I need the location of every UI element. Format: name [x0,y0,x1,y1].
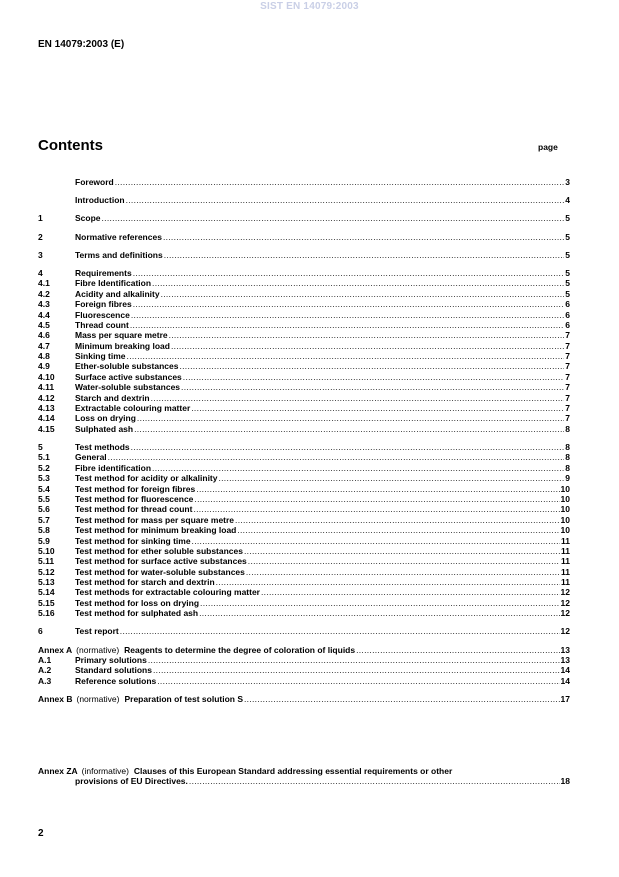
toc-entry-number: 4.3 [38,299,50,310]
toc-entry[interactable] [38,289,570,299]
toc-entry-page: 8 [565,462,570,473]
toc-entry-title: Test methods for extractable colouring matter [75,587,260,598]
toc-entry-annex-za[interactable] [38,766,570,787]
toc-entry-number: 4.9 [38,361,50,372]
page-column-label: page [538,142,558,152]
toc-leader [193,504,559,514]
toc-entry-number: 5.9 [38,535,50,546]
toc-entry-number: Annex B [38,693,73,704]
toc-entry-page: 9 [565,473,570,484]
toc-entry[interactable] [38,577,570,587]
toc-entry-number: A.1 [38,655,52,665]
toc-entry-number: 4.1 [38,278,50,289]
toc-entry-page: 8 [565,452,570,463]
toc-leader [153,665,560,675]
toc-entry-title: Preparation of test solution S [124,693,244,704]
toc-entry-number: 5.7 [38,514,50,525]
toc-entry-number: Annex A [38,644,73,655]
toc-leader [164,250,565,260]
toc-entry-page: 17 [560,693,570,704]
toc-leader [244,694,560,704]
toc-entry-title: Test method for sulphated ash [75,608,199,619]
toc-entry-title: Test report [75,626,119,637]
toc-entry-number: 1 [38,213,43,224]
toc-leader [127,351,565,361]
toc-entry-title: Sinking time [75,351,126,362]
toc-entry-page: 10 [560,504,570,515]
toc-entry-page: 7 [565,413,570,424]
toc-entry-page: 7 [565,340,570,351]
toc-entry[interactable] [38,382,570,392]
toc-leader [246,567,560,577]
toc-leader [102,213,565,223]
toc-entry-title: Requirements [75,267,132,278]
toc-annex-za-label: Annex ZA [38,766,78,776]
toc-entry-number: 5.3 [38,473,50,484]
toc-entry[interactable] [38,515,570,525]
toc-entry-title: Minimum breaking load [75,340,170,351]
toc-entry-number: 4.2 [38,288,50,299]
toc-entry-page: 12 [560,608,570,619]
toc-entry-page: 10 [560,493,570,504]
toc-leader [133,268,565,278]
toc-entry-page: 11 [561,545,570,556]
toc-entry[interactable] [38,556,570,566]
toc-entry[interactable] [38,626,570,636]
toc-entry[interactable] [38,694,570,704]
toc-entry-page: 10 [560,525,570,536]
toc-leader [161,289,565,299]
toc-entry-page: 11 [561,577,570,588]
toc-entry-title: Loss on drying [75,413,136,424]
toc-entry-page: 10 [560,514,570,525]
toc-leader [200,598,559,608]
contents-heading: Contents [38,137,103,154]
toc-entry-page: 13 [560,644,570,655]
toc-entry-number: 4.7 [38,340,50,351]
toc-entry[interactable] [38,473,570,483]
toc-entry-title: Test method for water-soluble substances [75,566,245,577]
toc-leader [134,424,564,434]
toc-entry-title: Standard solutions [75,665,152,676]
toc-entry-page: 8 [565,423,570,434]
toc-entry-page: 8 [565,441,570,452]
toc-entry-title: Introduction [75,195,125,206]
toc-entry-number: 4.4 [38,309,50,320]
toc-entry[interactable] [38,676,570,686]
toc-entry-title: Fibre Identification [75,278,152,289]
toc-entry-title: Mass per square metre [75,330,168,341]
toc-entry[interactable] [38,250,570,260]
toc-entry[interactable] [38,587,570,597]
toc-entry-title: Test methods [75,441,130,452]
toc-entry-title: Normative references [75,231,162,242]
toc-entry-page: 7 [565,403,570,414]
toc-leader [133,299,565,309]
toc-entry-page: 11 [561,535,570,546]
toc-entry-title: Test method for surface active substances [75,556,247,567]
toc-leader [179,361,564,371]
toc-entry[interactable] [38,361,570,371]
toc-entry-number: 5 [38,441,43,452]
toc-entry-number: 5.12 [38,566,55,577]
toc-entry-title: Reference solutions [75,675,157,686]
toc-entry-page: 7 [565,361,570,372]
toc-entry-title: Fluorescence [75,309,130,320]
toc-entry-page: 7 [565,382,570,393]
toc-entry-qualifier: (normative) [76,693,120,704]
toc-entry[interactable] [38,177,570,187]
toc-leader [218,473,564,483]
toc-annex-za-qualifier: (informative) [81,766,129,776]
toc-annex-za-title-line2: provisions of EU Directives. [75,776,188,787]
toc-entry-title: Foreign fibres [75,299,132,310]
toc-entry-number: 2 [38,231,43,242]
toc-entry[interactable] [38,351,570,361]
toc-entry-page: 12 [560,587,570,598]
toc-leader [189,776,560,786]
toc-entry-title: Starch and dextrin [75,392,150,403]
toc-entry-number: 5.11 [38,556,55,567]
toc-leader [131,442,565,452]
toc-entry[interactable] [38,320,570,330]
toc-entry[interactable] [38,442,570,452]
toc-entry-number: 6 [38,626,43,637]
toc-entry-title: Test method for acidity or alkalinity [75,473,218,484]
toc-leader [244,546,560,556]
toc-entry[interactable] [38,525,570,535]
toc-entry-page: 11 [561,566,570,577]
toc-entry-number: 4.14 [38,413,55,424]
toc-entry[interactable] [38,665,570,675]
toc-entry-title: Test method for ether soluble substances [75,545,243,556]
toc-entry[interactable] [38,413,570,423]
toc-entry-page: 7 [565,330,570,341]
toc-entry-page: 7 [565,392,570,403]
toc-leader [196,484,559,494]
toc-entry[interactable] [38,655,570,665]
toc-entry[interactable] [38,341,570,351]
toc-entry-title: Ether-soluble substances [75,361,179,372]
toc-entry-number: 5.1 [38,452,50,463]
toc-entry-page: 10 [560,483,570,494]
toc-entry-title: Water-soluble substances [75,382,181,393]
toc-entry-title: General [75,452,107,463]
toc-leader [169,330,565,340]
toc-leader [181,382,564,392]
toc-entry-title: Test method for fluorescence [75,493,194,504]
toc-entry[interactable] [38,195,570,205]
toc-entry-page: 7 [565,371,570,382]
toc-leader [192,536,560,546]
toc-annex-za-title-line1: Clauses of this European Standard addressing essential requirements or other [133,766,453,776]
table-of-contents [38,177,570,704]
toc-entry-title: Surface active substances [75,371,182,382]
toc-entry[interactable] [38,645,570,655]
toc-entry[interactable] [38,299,570,309]
toc-entry-title: Test method for sinking time [75,535,191,546]
toc-entry-page: 4 [565,195,570,206]
toc-entry-page: 6 [565,319,570,330]
toc-annex-za-page: 18 [560,776,570,787]
toc-leader [183,372,564,382]
toc-entry-number: 5.6 [38,504,50,515]
toc-entry[interactable] [38,424,570,434]
toc-entry-number: 5.8 [38,525,50,536]
toc-leader [356,645,559,655]
toc-entry-title: Foreword [75,177,114,187]
toc-entry-page: 5 [565,249,570,260]
toc-entry-page: 12 [560,597,570,608]
toc-entry-page: 5 [565,213,570,224]
toc-entry[interactable] [38,463,570,473]
toc-entry-page: 7 [565,351,570,362]
toc-entry-number: 3 [38,249,43,260]
toc-entry-page: 14 [560,675,570,686]
page-number: 2 [38,828,44,839]
toc-leader [163,232,564,242]
toc-entry-number: 5.16 [38,608,55,619]
toc-leader [194,494,559,504]
toc-entry-number: 4.10 [38,371,55,382]
toc-entry-page: 14 [560,665,570,676]
toc-leader [191,403,564,413]
toc-entry-number: 5.4 [38,483,50,494]
toc-entry-title: Thread count [75,319,129,330]
toc-leader [199,608,559,618]
toc-leader [130,320,564,330]
toc-entry-number: 5.2 [38,462,50,473]
toc-entry[interactable] [38,213,570,223]
toc-entry-title: Test method for loss on drying [75,597,200,608]
toc-entry-page: 5 [565,278,570,289]
toc-entry-page: 5 [565,267,570,278]
toc-entry[interactable] [38,598,570,608]
toc-entry-number: 4.5 [38,319,50,330]
toc-entry-number: 4.15 [38,423,55,434]
toc-entry-qualifier: (normative) [76,644,120,655]
toc-entry-number: 5.14 [38,587,55,598]
toc-leader [171,341,564,351]
toc-entry-page: 12 [560,626,570,637]
toc-leader [235,515,560,525]
toc-entry-title: Test method for thread count [75,504,193,515]
toc-entry-title: Test method for minimum breaking load [75,525,237,536]
toc-entry-title: Test method for foreign fibres [75,483,196,494]
toc-entry[interactable] [38,567,570,577]
toc-entry-title: Scope [75,213,101,224]
toc-entry-number: 5.13 [38,577,55,588]
toc-entry-title: Sulphated ash [75,423,134,434]
toc-entry[interactable] [38,268,570,278]
toc-entry[interactable] [38,232,570,242]
toc-leader [108,452,565,462]
toc-entry[interactable] [38,372,570,382]
watermark: SIST EN 14079:2003 [260,1,359,12]
toc-leader [152,278,564,288]
toc-leader [148,655,560,665]
toc-entry[interactable] [38,278,570,288]
toc-entry-number: A.2 [38,665,52,676]
toc-entry-number: 5.10 [38,545,55,556]
toc-leader [157,676,559,686]
toc-entry[interactable] [38,330,570,340]
toc-entry-page: 5 [565,231,570,242]
toc-entry-number: 4.12 [38,392,55,403]
toc-leader [248,556,560,566]
toc-leader [237,525,559,535]
toc-entry-title: Test method for mass per square metre [75,514,235,525]
toc-entry-title: Reagents to determine the degree of coloration of liquids [124,644,356,655]
toc-leader [216,577,560,587]
toc-entry-number: 5.5 [38,493,50,504]
toc-leader [126,195,565,205]
toc-leader [151,393,565,403]
toc-entry-page: 3 [565,177,570,187]
toc-entry-number: 5.15 [38,597,55,608]
toc-entry-number: 4.6 [38,330,50,341]
toc-entry[interactable] [38,310,570,320]
toc-entry-page: 5 [565,288,570,299]
toc-entry[interactable] [38,608,570,618]
toc-entry[interactable] [38,403,570,413]
toc-entry-title: Fibre identification [75,462,152,473]
toc-entry-number: 4.8 [38,351,50,362]
toc-entry-page: 13 [560,655,570,665]
toc-entry[interactable] [38,393,570,403]
toc-entry-page: 11 [561,556,570,567]
document-id: EN 14079:2003 (E) [38,39,125,50]
toc-leader [120,626,560,636]
toc-leader [137,413,564,423]
toc-entry-title: Terms and definitions [75,249,163,260]
toc-entry-number: 4.11 [38,382,55,393]
toc-leader [115,177,565,187]
toc-leader [152,463,564,473]
toc-entry[interactable] [38,494,570,504]
toc-entry-title: Primary solutions [75,655,147,665]
toc-entry[interactable] [38,536,570,546]
toc-entry-number: 4 [38,267,43,278]
toc-entry[interactable] [38,504,570,514]
toc-entry-number: A.3 [38,675,52,686]
toc-entry-page: 6 [565,299,570,310]
toc-entry-title: Extractable colouring matter [75,403,191,414]
toc-leader [131,310,564,320]
toc-entry[interactable] [38,452,570,462]
toc-entry-number: 4.13 [38,403,55,414]
toc-entry-title: Acidity and alkalinity [75,288,160,299]
toc-entry[interactable] [38,484,570,494]
toc-leader [261,587,560,597]
toc-entry-page: 6 [565,309,570,320]
toc-entry-title: Test method for starch and dextrin [75,577,215,588]
toc-entry[interactable] [38,546,570,556]
